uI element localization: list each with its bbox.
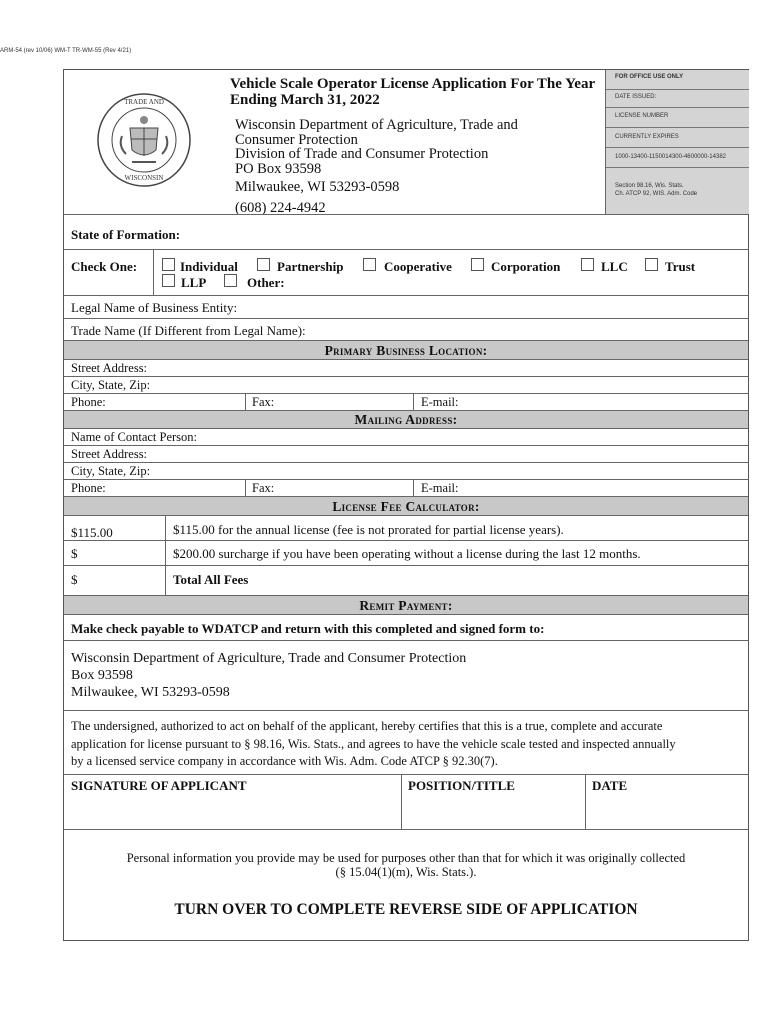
llp-option-label: LLP	[181, 275, 207, 290]
seal-icon	[96, 92, 192, 188]
primary-street-label: Street Address:	[71, 361, 148, 375]
license-fee-amount[interactable]: $115.00	[71, 525, 113, 540]
privacy-notice-line1: Personal information you provide may be used for purposes other than that for which it was originally collected	[126, 851, 686, 865]
po-box: PO Box 93598	[235, 160, 322, 177]
legal-name-field[interactable]	[254, 298, 744, 316]
remit-address-line3: Milwaukee, WI 53293-0598	[71, 685, 230, 700]
form-id: ARM-54 (rev 10/06) WM-T TR-WM-55 (Rev 4/21)	[0, 48, 132, 54]
remit-address-line2: Box 93598	[71, 668, 133, 683]
primary-fax-field[interactable]	[280, 394, 410, 410]
primary-email-label: E-mail:	[421, 395, 459, 409]
individual-checkbox[interactable]	[162, 258, 175, 271]
other-option-label: Other:	[247, 275, 285, 290]
primary-city-field[interactable]	[160, 377, 746, 393]
office-use-heading: FOR OFFICE USE ONLY	[615, 74, 684, 80]
corporation-checkbox[interactable]	[471, 258, 484, 271]
surcharge-amount[interactable]: $	[71, 546, 78, 561]
division-name: Division of Trade and Consumer Protection	[235, 146, 489, 162]
mailing-fax-label: Fax:	[252, 481, 275, 495]
trade-name-field[interactable]	[328, 321, 744, 339]
account-code: 1000-13400-1150014300-4600000-14382	[615, 154, 726, 160]
contact-name-field[interactable]	[214, 429, 746, 445]
position-title-field[interactable]	[404, 794, 582, 826]
fee-calculator-heading: License Fee Calculator:	[332, 499, 480, 514]
certification-line3: by a licensed service company in accordance with Wis. Adm. Code ATCP § 92.30(7).	[71, 754, 498, 768]
privacy-notice-line2: (§ 15.04(1)(m), Wis. Stats.).	[335, 865, 477, 879]
partnership-checkbox[interactable]	[257, 258, 270, 271]
license-number-label: LICENSE NUMBER	[615, 113, 669, 119]
statute-line2: Ch. ATCP 92, WIS. Adm. Code	[615, 191, 698, 197]
state-of-formation-field[interactable]	[190, 222, 740, 246]
date-label: DATE	[592, 778, 628, 793]
mailing-phone-label: Phone:	[71, 481, 106, 495]
primary-city-label: City, State, Zip:	[71, 378, 151, 392]
surcharge-description: $200.00 surcharge if you have been operating without a license during the last 12 months.	[173, 546, 641, 561]
svg-text:TRADE AND: TRADE AND	[124, 98, 164, 106]
partnership-option-label: Partnership	[277, 259, 344, 274]
mailing-street-field[interactable]	[156, 446, 746, 462]
primary-street-field[interactable]	[156, 360, 746, 376]
agency-line1: Wisconsin Department of Agriculture, Trade and	[235, 117, 518, 133]
mailing-email-label: E-mail:	[421, 481, 459, 495]
other-checkbox[interactable]	[224, 274, 237, 287]
corporation-option-label: Corporation	[491, 259, 561, 274]
primary-fax-label: Fax:	[252, 395, 275, 409]
primary-email-field[interactable]	[464, 394, 746, 410]
contact-name-label: Name of Contact Person:	[71, 430, 198, 444]
application-form	[63, 69, 749, 941]
position-title-label: POSITION/TITLE	[408, 778, 515, 793]
mailing-phone-field[interactable]	[114, 480, 242, 496]
remit-payment-heading: Remit Payment:	[359, 598, 453, 613]
certification-line2: application for license pursuant to § 98.16, Wis. Stats., and agrees to have the vehicle scale tested and inspected annually	[71, 736, 676, 751]
primary-location-heading: Primary Business Location:	[324, 343, 488, 358]
mailing-fax-field[interactable]	[280, 480, 410, 496]
agency-line2: Consumer Protection	[235, 131, 358, 148]
current-expires-label: CURRENTLY EXPIRES	[615, 134, 679, 140]
cooperative-checkbox[interactable]	[363, 258, 376, 271]
svg-text:WISCONSIN: WISCONSIN	[124, 174, 164, 182]
remit-address-line1: Wisconsin Department of Agriculture, Trade and Consumer Protection	[71, 651, 467, 666]
llp-checkbox[interactable]	[162, 274, 175, 287]
trust-option-label: Trust	[665, 259, 696, 274]
cooperative-option-label: Cooperative	[384, 259, 452, 274]
agency-city: Milwaukee, WI 53293-0598	[235, 179, 400, 195]
mailing-street-label: Street Address:	[71, 447, 148, 461]
remit-instruction: Make check payable to WDATCP and return with this completed and signed form to:	[71, 621, 545, 636]
office-use-box	[605, 70, 749, 214]
mailing-email-field[interactable]	[464, 480, 746, 496]
total-fees-amount[interactable]: $	[71, 572, 78, 587]
mailing-city-field[interactable]	[160, 463, 746, 479]
trade-name-label: Trade Name (If Different from Legal Name):	[71, 323, 306, 338]
license-fee-description: $115.00 for the annual license (fee is not prorated for partial license years).	[173, 522, 564, 537]
trust-checkbox[interactable]	[645, 258, 658, 271]
individual-option-label: Individual	[180, 259, 238, 274]
primary-phone-label: Phone:	[71, 395, 106, 409]
mailing-city-label: City, State, Zip:	[71, 464, 151, 478]
state-seal-logo	[96, 92, 192, 188]
primary-phone-field[interactable]	[114, 394, 242, 410]
legal-name-label: Legal Name of Business Entity:	[71, 300, 238, 315]
total-fees-label: Total All Fees	[173, 572, 249, 587]
form-title-line2: Ending March 31, 2022	[230, 92, 380, 108]
mailing-address-heading: Mailing Address:	[354, 412, 458, 427]
statute-line1: Section 98.16, Wis. Stats.	[615, 183, 684, 189]
llc-option-label: LLC	[601, 259, 628, 274]
signature-field[interactable]	[66, 794, 398, 826]
date-issued-label: DATE ISSUED:	[615, 94, 657, 100]
date-field[interactable]	[588, 794, 746, 826]
state-of-formation-label: State of Formation:	[71, 227, 181, 242]
turn-over-notice: TURN OVER TO COMPLETE REVERSE SIDE OF APPLICATION	[174, 901, 638, 918]
form-title-line1: Vehicle Scale Operator License Application For The Year	[230, 76, 596, 92]
signature-label: SIGNATURE OF APPLICANT	[71, 778, 247, 793]
certification-line1: The undersigned, authorized to act on behalf of the applicant, hereby certifies that this is a true, complete and accurate	[71, 719, 663, 733]
agency-phone: (608) 224-4942	[235, 200, 326, 216]
check-one-label: Check One:	[71, 259, 138, 274]
llc-checkbox[interactable]	[581, 258, 594, 271]
